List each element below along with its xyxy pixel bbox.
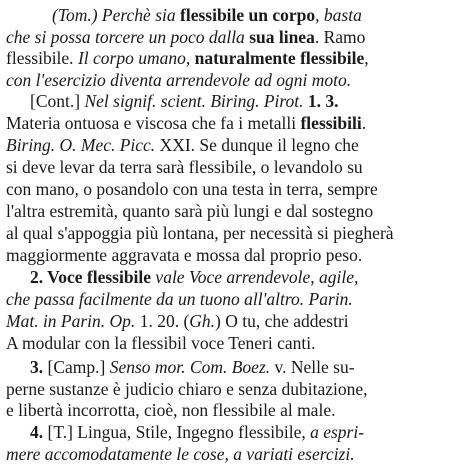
text-segment: 1. 20. ( (135, 311, 190, 331)
entry-line (6, 200, 465, 222)
entry-line (6, 26, 465, 48)
text-segment: Senso mor. Com. Boez. (109, 357, 271, 377)
text-segment: (Tom.) Perchè sia (52, 5, 180, 25)
text-segment: a espri- (310, 422, 365, 442)
entry-line (52, 4, 465, 26)
text-segment: flessibile. (6, 48, 78, 68)
text-segment: v. Nelle su- (270, 357, 355, 377)
text-segment: mere accomodatamente le cose, a variati esercizi. (6, 444, 355, 464)
text-segment: XXI. (155, 135, 200, 155)
entry-line (6, 378, 465, 400)
text-segment: , basta (315, 5, 362, 25)
text-segment: . Ramo (314, 27, 366, 47)
entry-line (6, 310, 465, 332)
text-segment: che passa facilmente da un tuono all'altro. Parin. (6, 289, 353, 309)
entry-line (6, 69, 465, 91)
text-segment: 1. 3. (303, 91, 339, 111)
text-segment: al qual s'appoggia più lontana, per necessità si piegherà (6, 223, 394, 243)
text-segment: naturalmente flessibile (194, 48, 365, 68)
entry-line (30, 266, 465, 288)
text-segment: che si possa torcere un poco dalla (6, 27, 250, 47)
entry-line (6, 222, 465, 244)
text-segment: [T.] Lingua, Stile, Ingegno flessibile, (47, 422, 311, 442)
text-segment: l'altra estremità, quanto sarà più lungi e dal sostegno (6, 201, 374, 221)
entry-line (30, 90, 465, 112)
entry-line (30, 356, 465, 378)
text-segment: Se dunque il legno che (199, 135, 359, 155)
entry-line (6, 288, 465, 310)
text-segment: Materia ontuosa e viscosa che fa i metalli (6, 113, 301, 133)
text-segment: [Camp.] (47, 357, 110, 377)
text-segment: flessibili (300, 113, 362, 133)
text-segment: e libertà incorrotta, cioè, non flessibile al male. (6, 400, 336, 420)
entry-line (6, 443, 465, 465)
text-segment: Il corpo umano, (77, 48, 195, 68)
text-segment: si deve levar da terra sarà flessibile, o levandolo su (6, 157, 363, 177)
text-segment: sua linea (249, 27, 315, 47)
text-segment: con l'esercizio diventa arrendevole ad ogni moto. (6, 70, 352, 90)
text-segment: Mat. in Parin. Op. (6, 311, 136, 331)
entry-line (6, 156, 465, 178)
text-segment: perne sustanze è judicio chiaro e senza dubitazione, (6, 379, 368, 399)
entry-line (6, 178, 465, 200)
entry-line (30, 421, 465, 443)
entry-line (6, 134, 465, 156)
entry-line (6, 244, 465, 266)
text-segment: 3. (30, 357, 48, 377)
entry-line (6, 332, 465, 354)
entry-line (6, 47, 465, 69)
entry-line (6, 399, 465, 421)
text-segment: , (364, 48, 369, 68)
text-segment: 2. Voce flessibile (30, 267, 152, 287)
text-segment: [Cont.] (30, 91, 85, 111)
text-segment: A modular con la flessibil voce Teneri canti. (6, 333, 316, 353)
text-segment: . (361, 113, 367, 133)
text-segment: Gh. (189, 311, 216, 331)
entry-line (6, 112, 465, 134)
text-segment: maggiormente aggravata e mossa dal proprio peso. (6, 245, 363, 265)
text-segment: Nel signif. scient. Biring. Pirot. (84, 91, 304, 111)
text-segment: flessibile un corpo (180, 5, 316, 25)
text-segment: con mano, o posandolo con una testa in terra, sempre (6, 179, 378, 199)
text-segment: Biring. O. Mec. Picc. (6, 135, 156, 155)
text-segment: ) O tu, che addestri (215, 311, 349, 331)
text-segment: 4. (30, 422, 48, 442)
text-segment: vale Voce arrendevole, agile, (151, 267, 359, 287)
